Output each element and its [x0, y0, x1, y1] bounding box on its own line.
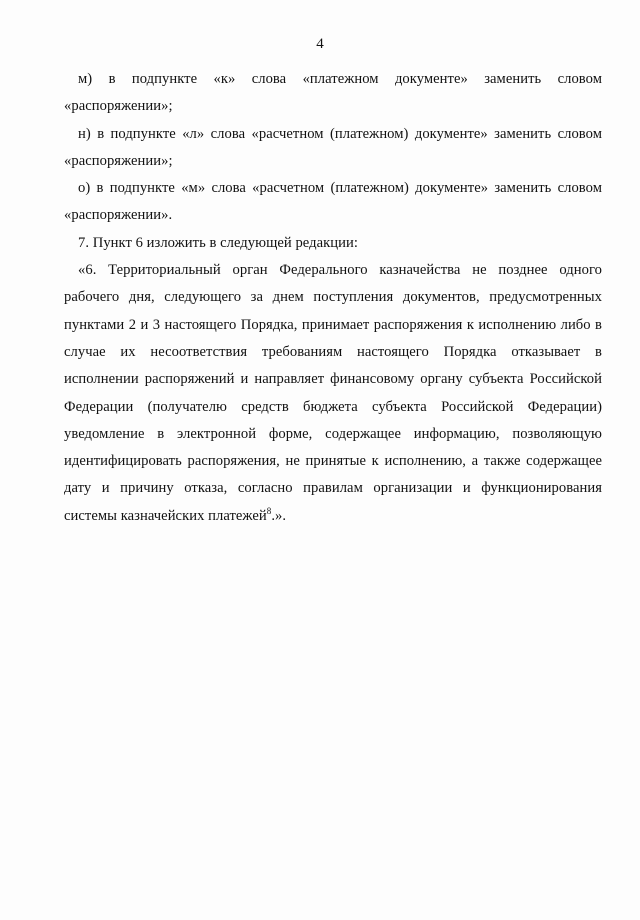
footnote-reference: 8	[266, 505, 272, 516]
page-number: 4	[316, 36, 324, 52]
paragraph-m: м) в подпункте «к» слова «платежном документе» заменить словом «распоряжении»;	[64, 71, 602, 115]
paragraph-item-6-text: «6. Территориальный орган Федерального казначейства не позднее одного рабочего дня, следующего за днем поступления документов, предусмотренных пунктами 2 и 3 настоящего Порядка, принимает распоряжения к исполнению либо в случае их несоответствия требованиям настоящего Порядка отказывает в исполнении распоряжений и направляет финансовому органу субъекта Российской Федерации (получателю средств бюджета субъекта Российской Федерации) уведомление в электронной форме, содержащее информацию, позволяющую идентифицировать распоряжения, не принятые к исполнению, а также содержащее дату и причину отказа, согласно правилам организации и функционирования системы казначейских платежей	[64, 262, 602, 524]
paragraph-o: о) в подпункте «м» слова «расчетном (платежном) документе» заменить словом «распоряжении».	[64, 180, 602, 224]
paragraph-item-6-ending: .».	[271, 507, 287, 524]
document-body	[64, 66, 602, 530]
paragraph-item-6-quote	[64, 257, 602, 530]
paragraph-item-7: 7. Пункт 6 изложить в следующей редакции:	[78, 234, 358, 251]
paragraph-n: н) в подпункте «л» слова «расчетном (платежном) документе» заменить словом «распоряжении»;	[64, 125, 602, 169]
